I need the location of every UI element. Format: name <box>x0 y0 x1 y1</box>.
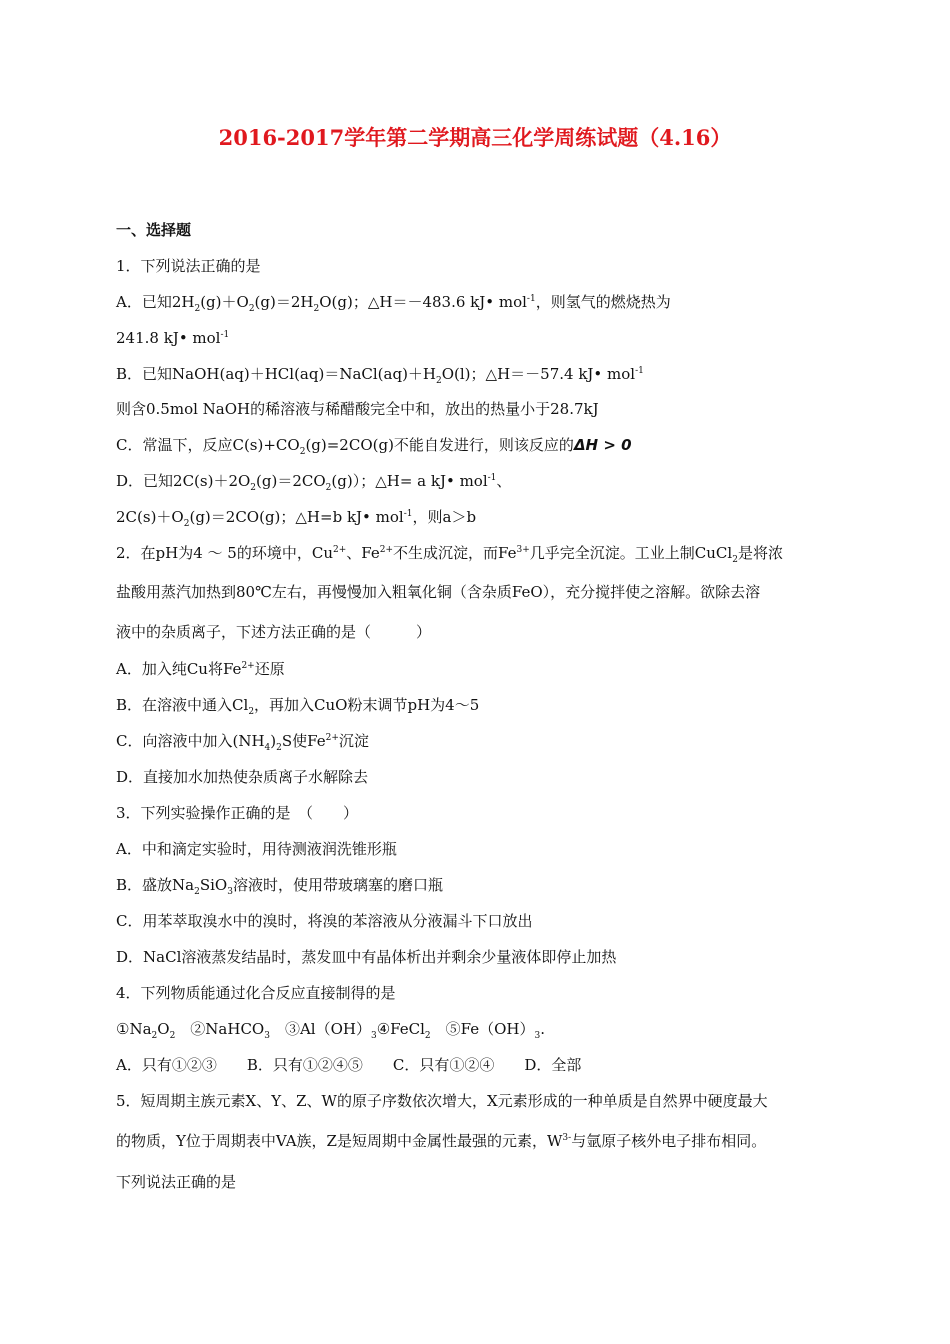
question-1-option-c: C．常温下，反应$C(s)+CO_2(g)=2CO(g)$不能自发进行，则该反应的ΔH > 0 <box>116 436 632 457</box>
question-5-stem-line-3: 下列说法正确的是 <box>116 1173 237 1191</box>
question-5-stem-line-1: 5．短周期主族元素X、Y、Z、W的原子序数依次增大，X元素形成的一种单质是自然界中硬度最大 <box>116 1092 768 1110</box>
question-4-items: $①Na_2O_2$ ②NaHCO$_3$ $③Al(OH)_3④FeCl_2$ $⑤Fe(OH)_3$. <box>116 1020 545 1041</box>
question-2-option-d: D．直接加水加热使杂质离子水解除去 <box>116 768 369 786</box>
question-5-stem-line-2: 的物质，Y位于周期表中VA族，Z是短周期中金属性最强的元素，$W^{3-}$与氩原子核外电子排布相同。 <box>116 1132 767 1150</box>
question-1-option-d: D．已知$2C(s)+2O_2(g)=2CO_2(g)$）；△H= a kJ• mol$^{-1}$、 <box>116 472 512 493</box>
question-1-option-b: B．已知$NaOH(aq)+HCl(aq)=NaCl(aq)+H_2O(l)$；△H＝－57.4 kJ• mol$^{-1}$ <box>116 365 644 386</box>
question-2-option-a: A．加入纯Cu将$Fe^{2+}$还原 <box>116 660 285 678</box>
question-1-option-a: A．已知$2H_2(g)+O_2(g)=2H_2O(g)$；△H＝－483.6 kJ• mol$^{-1}$，则氢气的燃烧热为 <box>116 293 671 314</box>
question-3-option-d: D．NaCl溶液蒸发结晶时，蒸发皿中有晶体析出并剩余少量液体即停止加热 <box>116 948 617 966</box>
question-3-option-b: B．盛放$Na_2SiO_3$溶液时，使用带玻璃塞的磨口瓶 <box>116 876 443 897</box>
page-title: 2016-2017学年第二学期高三化学周练试题（4.16） <box>218 125 732 150</box>
question-1-stem: 1．下列说法正确的是 <box>116 257 261 275</box>
question-1-option-d-cont: $2C(s)+O_2(g)=2CO(g)$；△H=b kJ• mol$^{-1}$，则a＞b <box>116 508 477 529</box>
question-3-stem: 3．下列实验操作正确的是 （ ） <box>116 804 359 822</box>
question-2-stem-line-3: 液中的杂质离子，下述方法正确的是（ ） <box>116 623 432 641</box>
question-2-stem-line-1: 2．在pH为4 ～ 5的环境中，$Cu^{2+}$、$Fe^{2+}$不生成沉淀，而$Fe^{3+}$几乎完全沉淀。工业上制CuCl$_2$是将浓 <box>116 544 783 565</box>
question-1-option-b-cont: 则含0.5mol NaOH的稀溶液与稀醋酸完全中和，放出的热量小于28.7kJ <box>116 400 599 418</box>
question-4-options: A．只有①②③ B．只有①②④⑤ C．只有①②④ D．全部 <box>116 1056 582 1074</box>
section-heading: 一、选择题 <box>116 221 192 239</box>
question-4-stem: 4．下列物质能通过化合反应直接制得的是 <box>116 984 396 1002</box>
question-2-option-c: C．向溶液中加入$(NH_4)_2S$使$Fe^{2+}$沉淀 <box>116 732 369 753</box>
question-2-stem-line-2: 盐酸用蒸汽加热到80℃左右，再慢慢加入粗氧化铜（含杂质FeO），充分搅拌使之溶解。欲除去溶 <box>116 583 761 601</box>
question-1-option-a-cont: 241.8 kJ• mol$^{-1}$ <box>116 329 230 347</box>
question-2-option-b: B．在溶液中通入$Cl_2$，再加入CuO粉末调节pH为4～5 <box>116 696 480 717</box>
question-3-option-c: C．用苯萃取溴水中的溴时，将溴的苯溶液从分液漏斗下口放出 <box>116 912 533 930</box>
delta-h-formula: ΔH > 0 <box>573 436 632 454</box>
question-3-option-a: A．中和滴定实验时，用待测液润洗锥形瓶 <box>116 840 397 858</box>
